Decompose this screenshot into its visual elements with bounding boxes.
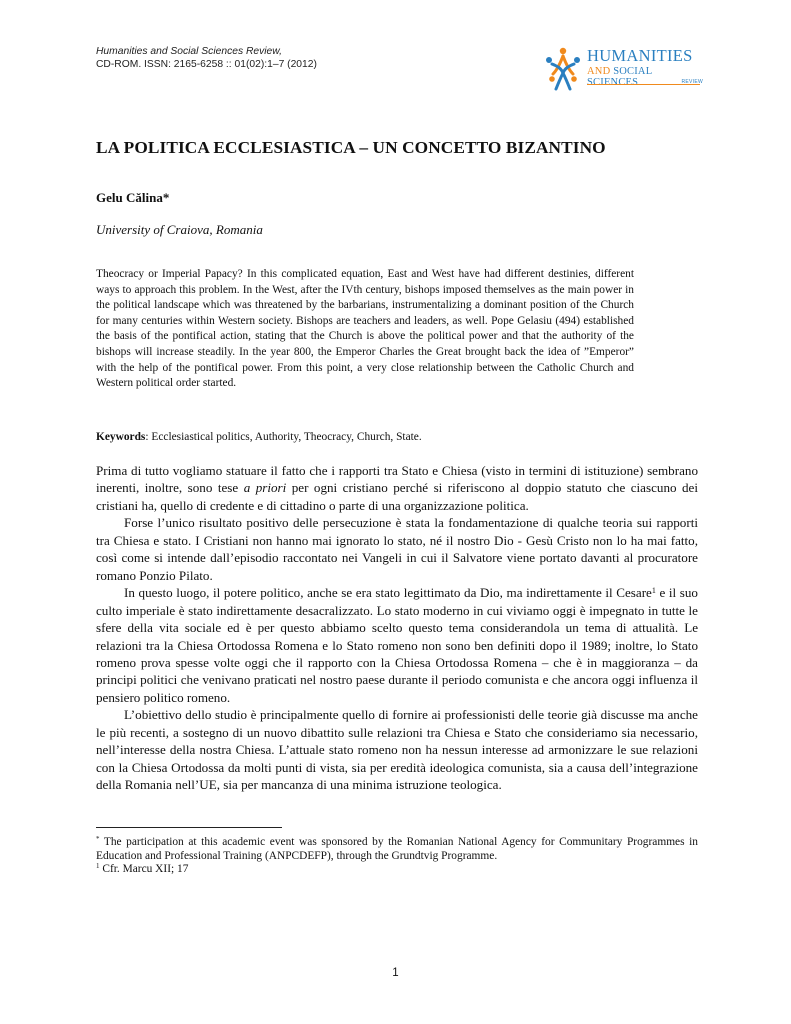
page-number: 1 xyxy=(392,967,399,979)
footnotes xyxy=(96,836,698,877)
body-paragraph-2: Forse l’unico risultato positivo delle persecuzione è stata la fondamentazione di qualche teoria sui rapporti tra Chiesa e stato. I Cristiani non hanno mai ignorato lo stato, né il nostro Dio - Gesù Cristo non lo ha mai fatto, così come si intende dall’episodio raccontato nei Vangeli in cui il Salvatore viene portato davanti al procuratore romano Ponzio Pilato. xyxy=(96,515,698,583)
people-emblem-icon xyxy=(543,46,583,92)
journal-issn: CD-ROM. ISSN: 2165-6258 :: 01(02):1–7 (2012) xyxy=(96,59,317,70)
body-paragraph-3: In questo luogo, il potere politico, anche se era stato legittimato da Dio, ma indirettamente il Cesare$^1$ e il suo culto imperiale è stato indirettamente desacralizzato. Lo stato moderno in cui viviamo oggi è impegnato in tutte le sfere della vita sociale ed è per questo abbiamo scelto questo tema considerandola un tema di attualità. Le relazioni tra la Chiesa Ortodossa Romena e lo Stato romeno non sono ben definiti dopo il 1989; inoltre, lo Stato romeno prova spesse volte oggi che il rapporto con la Chiesa Ortodossa Romena – che è in maggioranza – da principi politici che venivano praticati nel nostro paese durante il periodo comunista e che ancora oggi influenza il pensiero politico romeno. xyxy=(96,585,698,705)
journal-logo xyxy=(543,44,703,96)
journal-citation xyxy=(96,45,317,71)
abstract-text: Theocracy or Imperial Papacy? In this complicated equation, East and West have had different destinies, different ways to approach this problem. In the West, after the IVth century, bishops imposed themselves as the main power in the political landscape which was threatened by the barbarians, instrumentalizing a dominant position of the Church for many centuries within Western society. Bishops are teachers and leaders, as well. Pope Gelasiu (494) established the basis of the pontifical action, stating that the Church is above the political power and that the authority of the bishops will increase steadily. In the year 800, the Emperor Charles the Great brought back the idea of ”Emperor” with the help of the pontifical power. From this point, a very close relationship between the Catholic Church and Western political order started. xyxy=(96,268,634,390)
article-body xyxy=(96,462,698,794)
footnote-1: $^1$ Cfr. Marcu XII; 17 xyxy=(96,862,189,876)
keywords-list: : Ecclesiastical politics, Authority, Theocracy, Church, State. xyxy=(145,431,422,443)
abstract xyxy=(96,267,634,392)
footnote-ref-1[interactable]: 1 xyxy=(651,586,656,596)
body-paragraph-4: L’obiettivo dello studio è principalmente quello di fornire ai professionisti delle teorie già discusse ma anche le più recenti, a sostegno di un nuovo dibattito sulle relazioni tra Chiesa e Stato che consideriamo sia necessario, nell’interesse della nostra Chiesa. L’attuale stato romeno non ha nessun interesse ad armonizzare le sue relazioni con la Chiesa Ortodossa da molti punti di vista, sia per eredità ideologica comunista, sia a causa dell’integrazione della Romania nell’UE, sia per mancanza di una minima istruzione teologica. xyxy=(96,707,698,793)
logo-title: HUMANITIES xyxy=(587,46,693,65)
article-title: LA POLITICA ECCLESIASTICA – UN CONCETTO BIZANTINO xyxy=(96,138,606,157)
keywords xyxy=(96,431,422,443)
emphasis-a-priori: a priori xyxy=(243,480,287,496)
logo-subtitle: AND SOCIAL SCIENCES xyxy=(587,66,652,88)
keywords-label: Keywords xyxy=(96,431,146,443)
footnote-star: * The participation at this academic event was sponsored by the Romanian National Agency for Communitary Programmes in Education and Professional Training (ANPCDEFP), through the Grundtvig Programme. xyxy=(96,835,698,862)
footnote-divider xyxy=(96,827,282,828)
logo-review: REVIEW xyxy=(681,79,703,85)
body-paragraph-1: Prima di tutto vogliamo statuare il fatto che i rapporti tra Stato e Chiesa (visto in termini di istituzione) sembrano inerenti, inoltre, sono tese a priori per ogni cristiano perché si riferiscono al doppio statuto che ciascuno dei cristiani ha, quello di credente e di cittadino o parte di una organizzazione politica. xyxy=(96,463,698,513)
author-name: Gelu Călina* xyxy=(96,190,170,205)
author-affiliation: University of Craiova, Romania xyxy=(96,222,263,237)
journal-name: Humanities and Social Sciences Review, xyxy=(96,46,283,57)
